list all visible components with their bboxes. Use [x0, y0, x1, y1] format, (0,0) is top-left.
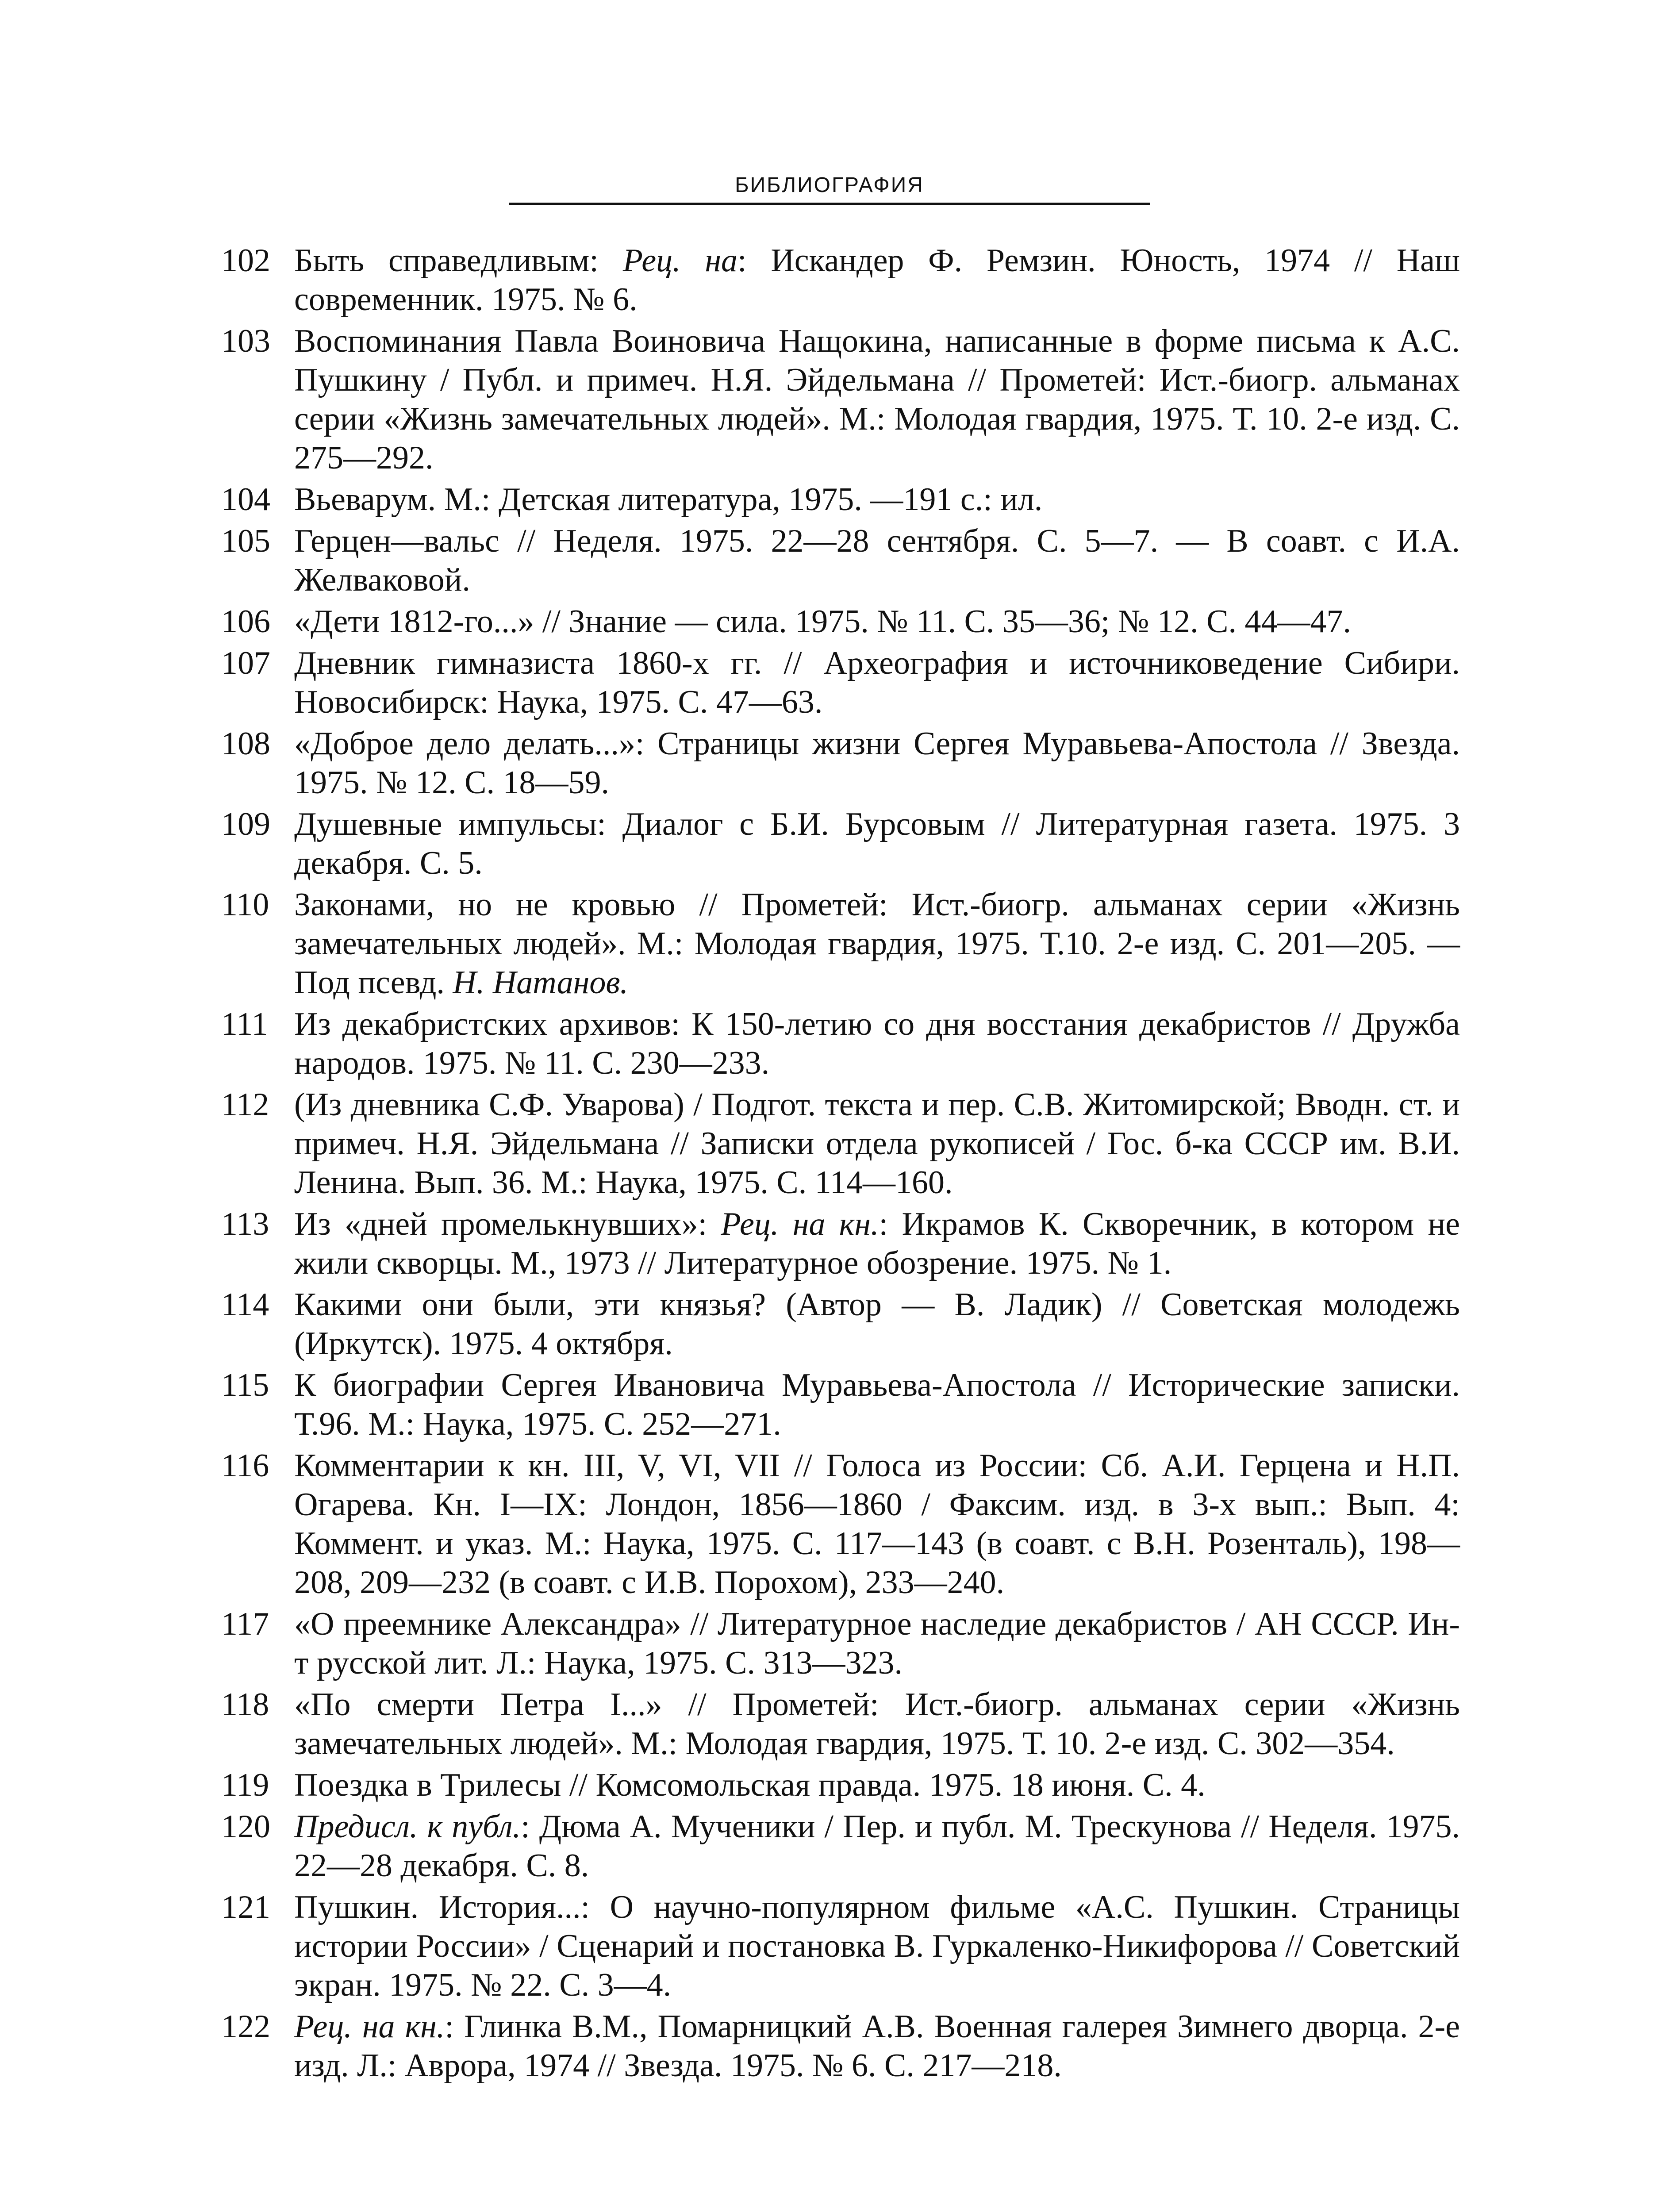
- running-head: БИБЛИОГРАФИЯ: [735, 173, 924, 197]
- entry-text-segment: Комментарии к кн. III, V, VI, VII // Голоса из России: Сб. А.И. Герцена и Н.П. Огарева. Кн. I—IX: Лондон, 1856—1860 / Факсим. изд. в 3-х вып.: Вып. 4: Коммент. и указ. М.: Наука, 1975. С. 117—143 (в соавт. с В.Н. Розенталь), 198—208, 209—232 (в соавт. с И.В. Порохом), 233—240.: [294, 1448, 1460, 1601]
- bibliography-entry: [221, 602, 1460, 641]
- bibliography-entry: [221, 2007, 1460, 2085]
- bibliography-entry: [221, 885, 1460, 1002]
- entry-text-segment: «Доброе дело делать...»: Страницы жизни Сергея Муравьева-Апостола // Звезда. 1975. № 12. С. 18—59.: [294, 726, 1460, 801]
- entry-text-segment: Какими они были, эти князья? (Автор — В. Ладик) // Советская молодежь (Иркутск). 1975. 4 октября.: [294, 1286, 1460, 1362]
- entry-text-segment: : Икрамов К. Скворечник, в котором не жили скворцы. М., 1973 // Литературное обозрение. 1975. № 1.: [294, 1206, 1460, 1281]
- bibliography-entry: [221, 1085, 1460, 1202]
- entry-number: 109: [221, 806, 270, 842]
- entry-text: [294, 603, 1351, 640]
- entry-text-segment: Из декабристских архивов: К 150-летию со дня восстания декабристов // Дружба народов. 1975. № 11. С. 230—233.: [294, 1006, 1460, 1081]
- bibliography-entry: [221, 1005, 1460, 1083]
- entry-text: [294, 1286, 1460, 1362]
- entry-text: [294, 887, 1460, 1001]
- bibliography-entry: [221, 1888, 1460, 2005]
- bibliography-entry: [221, 1685, 1460, 1763]
- entry-number: 117: [221, 1606, 269, 1642]
- entry-text: [294, 481, 1042, 518]
- bibliography-entry: [221, 1446, 1460, 1602]
- entry-italic-segment: Н. Натанов.: [453, 964, 628, 1001]
- entry-text: [294, 726, 1460, 801]
- entry-italic-segment: Рец. на: [622, 242, 738, 279]
- bibliography-entry: [221, 522, 1460, 599]
- bibliography-list: [221, 241, 1460, 2088]
- entry-text: [294, 1606, 1460, 1681]
- entry-text: [294, 1889, 1460, 2003]
- bibliography-entry: [221, 322, 1460, 477]
- entry-text-segment: Воспоминания Павла Воиновича Нащокина, написанные в форме письма к А.С. Пушкину / Публ. и примеч. Н.Я. Эйдельмана // Прометей: Ист.-биогр. альманах серии «Жизнь замечательных людей». М.: Молодая гвардия, 1975. Т. 10. 2-е изд. С. 275—292.: [294, 323, 1460, 476]
- entry-number: 122: [221, 2008, 270, 2045]
- entry-number: 120: [221, 1809, 270, 1845]
- entry-text-segment: Законами, но не кровью // Прометей: Ист.-биогр. альманах серии «Жизнь замечательных людей». М.: Молодая гвардия, 1975. Т.10. 2-е изд. С. 201—205. — Под псевд.: [294, 887, 1460, 1001]
- entry-text: [294, 2008, 1460, 2084]
- entry-text-segment: Из «дней промелькнувших»:: [294, 1206, 721, 1242]
- entry-text-segment: «По смерти Петра I...» // Прометей: Ист.-биогр. альманах серии «Жизнь замечательных людей». М.: Молодая гвардия, 1975. Т. 10. 2-е изд. С. 302—354.: [294, 1686, 1460, 1762]
- entry-text-segment: «О преемнике Александра» // Литературное наследие декабристов / АН СССР. Ин-т русской лит. Л.: Наука, 1975. С. 313—323.: [294, 1606, 1460, 1681]
- entry-number: 121: [221, 1889, 270, 1925]
- entry-text: [294, 323, 1460, 476]
- bibliography-entry: [221, 805, 1460, 883]
- entry-number: 107: [221, 645, 270, 681]
- bibliography-entry: [221, 1366, 1460, 1444]
- bibliography-entry: [221, 1205, 1460, 1283]
- entry-text-segment: «Дети 1812-го...» // Знание — сила. 1975. № 11. С. 35—36; № 12. С. 44—47.: [294, 603, 1351, 640]
- entry-text-segment: Душевные импульсы: Диалог с Б.И. Бурсовым // Литературная газета. 1975. 3 декабря. С. 5.: [294, 806, 1460, 881]
- entry-text: [294, 523, 1460, 598]
- bibliography-entry: [221, 1285, 1460, 1363]
- entry-text: [294, 1087, 1460, 1201]
- entry-text: [294, 806, 1460, 881]
- entry-number: 115: [221, 1367, 269, 1403]
- entry-number: 113: [221, 1206, 269, 1242]
- entry-text-segment: Поездка в Трилесы // Комсомольская правда. 1975. 18 июня. С. 4.: [294, 1767, 1206, 1803]
- entry-number: 114: [221, 1286, 269, 1323]
- entry-text: [294, 1809, 1460, 1884]
- entry-number: 118: [221, 1686, 269, 1723]
- entry-number: 111: [221, 1006, 268, 1042]
- entry-text-segment: : Глинка В.М., Помарницкий А.В. Военная галерея Зимнего дворца. 2-е изд. Л.: Аврора, 1974 // Звезда. 1975. № 6. С. 217—218.: [294, 2008, 1460, 2084]
- entry-number: 116: [221, 1448, 269, 1484]
- bibliography-entry: [221, 480, 1460, 519]
- header-rule: [509, 203, 1150, 205]
- entry-number: 119: [221, 1767, 269, 1803]
- entry-number: 103: [221, 323, 270, 359]
- entry-text-segment: Герцен—вальс // Неделя. 1975. 22—28 сентября. С. 5—7. — В соавт. с И.А. Желваковой.: [294, 523, 1460, 598]
- bibliography-entry: [221, 724, 1460, 802]
- entry-text: [294, 1767, 1206, 1803]
- entry-text: [294, 645, 1460, 720]
- entry-text: [294, 1006, 1460, 1081]
- entry-number: 105: [221, 523, 270, 559]
- entry-number: 104: [221, 481, 270, 518]
- bibliography-entry: [221, 644, 1460, 722]
- entry-text-segment: Быть справедливым:: [294, 242, 623, 279]
- entry-number: 106: [221, 603, 270, 640]
- entry-text: [294, 1448, 1460, 1601]
- bibliography-entry: [221, 1807, 1460, 1885]
- entry-text-segment: : Искандер Ф. Ремзин. Юность, 1974 // Наш современник. 1975. № 6.: [294, 242, 1460, 318]
- entry-number: 108: [221, 726, 270, 762]
- entry-text: [294, 1206, 1460, 1281]
- entry-number: 102: [221, 242, 270, 279]
- entry-italic-segment: Рец. на кн.: [721, 1206, 879, 1242]
- entry-text-segment: Пушкин. История...: О научно-популярном фильме «А.С. Пушкин. Страницы истории России» / Сценарий и постановка В. Гуркаленко-Никифорова // Советский экран. 1975. № 22. С. 3—4.: [294, 1889, 1460, 2003]
- entry-text: [294, 242, 1460, 318]
- bibliography-entry: [221, 241, 1460, 319]
- entry-text-segment: Вьеварум. М.: Детская литература, 1975. —191 с.: ил.: [294, 481, 1043, 518]
- entry-number: 112: [221, 1087, 269, 1123]
- entry-number: 110: [221, 887, 269, 923]
- entry-italic-segment: Рец. на кн.: [294, 2008, 445, 2045]
- entry-italic-segment: Предисл. к публ.: [294, 1809, 521, 1845]
- entry-text: [294, 1686, 1460, 1762]
- entry-text-segment: : Дюма А. Мученики / Пер. и публ. М. Трескунова // Неделя. 1975. 22—28 декабря. С. 8.: [294, 1809, 1460, 1884]
- entry-text-segment: (Из дневника С.Ф. Уварова) / Подгот. текста и пер. С.В. Житомирской; Вводн. ст. и примеч. Н.Я. Эйдельмана // Записки отдела рукописей / Гос. б-ка СССР им. В.И. Ленина. Вып. 36. М.: Наука, 1975. С. 114—160.: [294, 1087, 1460, 1201]
- entry-text: [294, 1367, 1460, 1442]
- bibliography-entry: [221, 1766, 1460, 1805]
- entry-text-segment: К биографии Сергея Ивановича Муравьева-Апостола // Исторические записки. Т.96. М.: Наука, 1975. С. 252—271.: [294, 1367, 1460, 1442]
- entry-text-segment: Дневник гимназиста 1860-х гг. // Археография и источниковедение Сибири. Новосибирск: Наука, 1975. С. 47—63.: [294, 645, 1460, 720]
- bibliography-entry: [221, 1605, 1460, 1682]
